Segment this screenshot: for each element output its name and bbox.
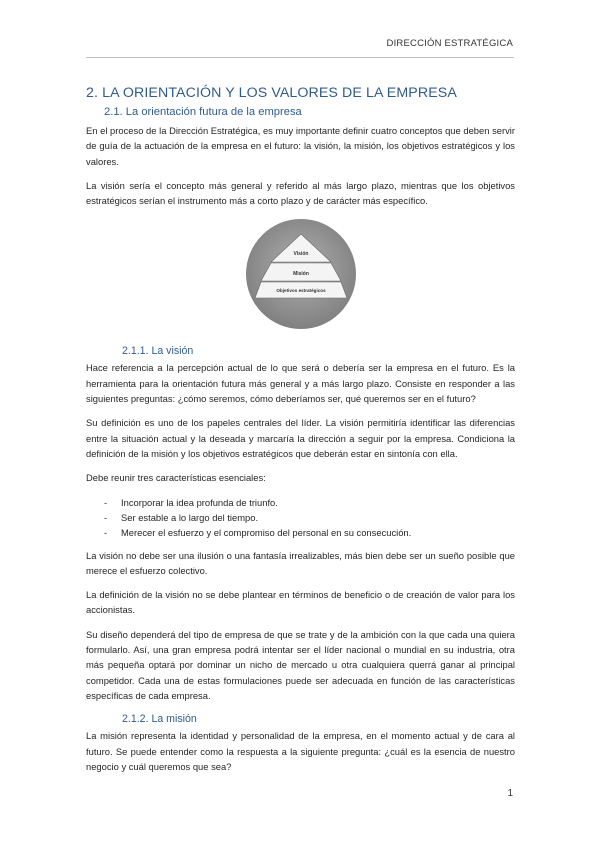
list-item-text: Incorporar la idea profunda de triunfo. [121, 496, 278, 508]
dash-bullet: - [104, 496, 108, 508]
running-header: DIRECCIÓN ESTRATÉGICA [386, 38, 513, 49]
list-item [86, 525, 515, 540]
dash-bullet: - [104, 526, 108, 538]
vision-paragraph: Debe reunir tres características esenciales: [86, 472, 266, 484]
subsubsection-title-vision: 2.1.1. La visión [122, 345, 194, 358]
vision-paragraph: La definición de la visión no se debe plantear en términos de beneficio o de creación de valor para los accionistas. [86, 589, 515, 616]
tier-label-objetivos: Objetivos estratégicos [275, 288, 326, 294]
intro-paragraph: En el proceso de la Dirección Estratégica, es muy importante definir cuatro conceptos que deben servir de guía de la actuación de la empresa en el futuro: la visión, la misión, los objetivos estratégicos y los valores. [86, 125, 515, 167]
subsubsection-title-mision: 2.1.2. La misión [122, 713, 197, 726]
tier-label-vision: Visión [293, 251, 308, 258]
header-divider [86, 57, 514, 58]
tier-label-mision: Misión [292, 271, 309, 278]
list-item [86, 495, 515, 510]
characteristics-list [86, 495, 515, 540]
pyramid-diagram [245, 218, 357, 330]
page-content [86, 83, 515, 783]
list-item [86, 510, 515, 525]
vision-paragraph: Su definición es uno de los papeles centrales del líder. La visión permitiría identificar las diferencias entre la situación actual y la deseada y marcaría la dirección a seguir por la empresa. Condiciona la definición de la misión y los objetivos estratégicos que deberán estar en sintonía con ella. [86, 417, 515, 459]
list-item-text: Merecer el esfuerzo y el compromiso del personal en su consecución. [121, 526, 412, 538]
subsection-title: 2.1. La orientación futura de la empresa [104, 106, 302, 118]
mision-paragraph: La misión representa la identidad y personalidad de la empresa, en el momento actual y de cara al futuro. Se puede entender como la respuesta a la siguiente pregunta: ¿cuál es la esencia de nuestro negocio y cuál queremos que sea? [86, 730, 515, 772]
intro-paragraph: La visión sería el concepto más general y referido al más largo plazo, mientras que los objetivos estratégicos serían el instrumento más a corto plazo y de carácter más específico. [86, 179, 515, 207]
vision-paragraph: Hace referencia a la percepción actual de lo que será o debería ser la empresa en el futuro. Es la herramienta para la orientación futura más general y a más largo plazo. Consiste en responder a las siguientes preguntas: ¿cómo seremos, cómo deberíamos ser, qué queremos ser en el futuro? [86, 362, 515, 405]
vision-paragraph: La visión no debe ser una ilusión o una fantasía irrealizables, más bien debe ser un sueño posible que merece el esfuerzo colectivo. [86, 549, 515, 576]
dash-bullet: - [104, 511, 108, 523]
vision-paragraph: Su diseño dependerá del tipo de empresa de que se trate y de la ambición con la que cada una quiera formularlo. Así, una gran empresa podrá intentar ser el líder nacional o mundial en su industria, otra más pequeña optará por dominar un nicho de mercado u otra cualquiera querrá ganar al principal competidor. Cada una de estas formulaciones puede ser adecuada en función de las características específicas de cada empresa. [86, 628, 515, 701]
page-number: 1 [507, 788, 513, 799]
section-title: 2. LA ORIENTACIÓN Y LOS VALORES DE LA EMPRESA [86, 85, 457, 101]
list-item-text: Ser estable a lo largo del tiempo. [121, 511, 259, 523]
